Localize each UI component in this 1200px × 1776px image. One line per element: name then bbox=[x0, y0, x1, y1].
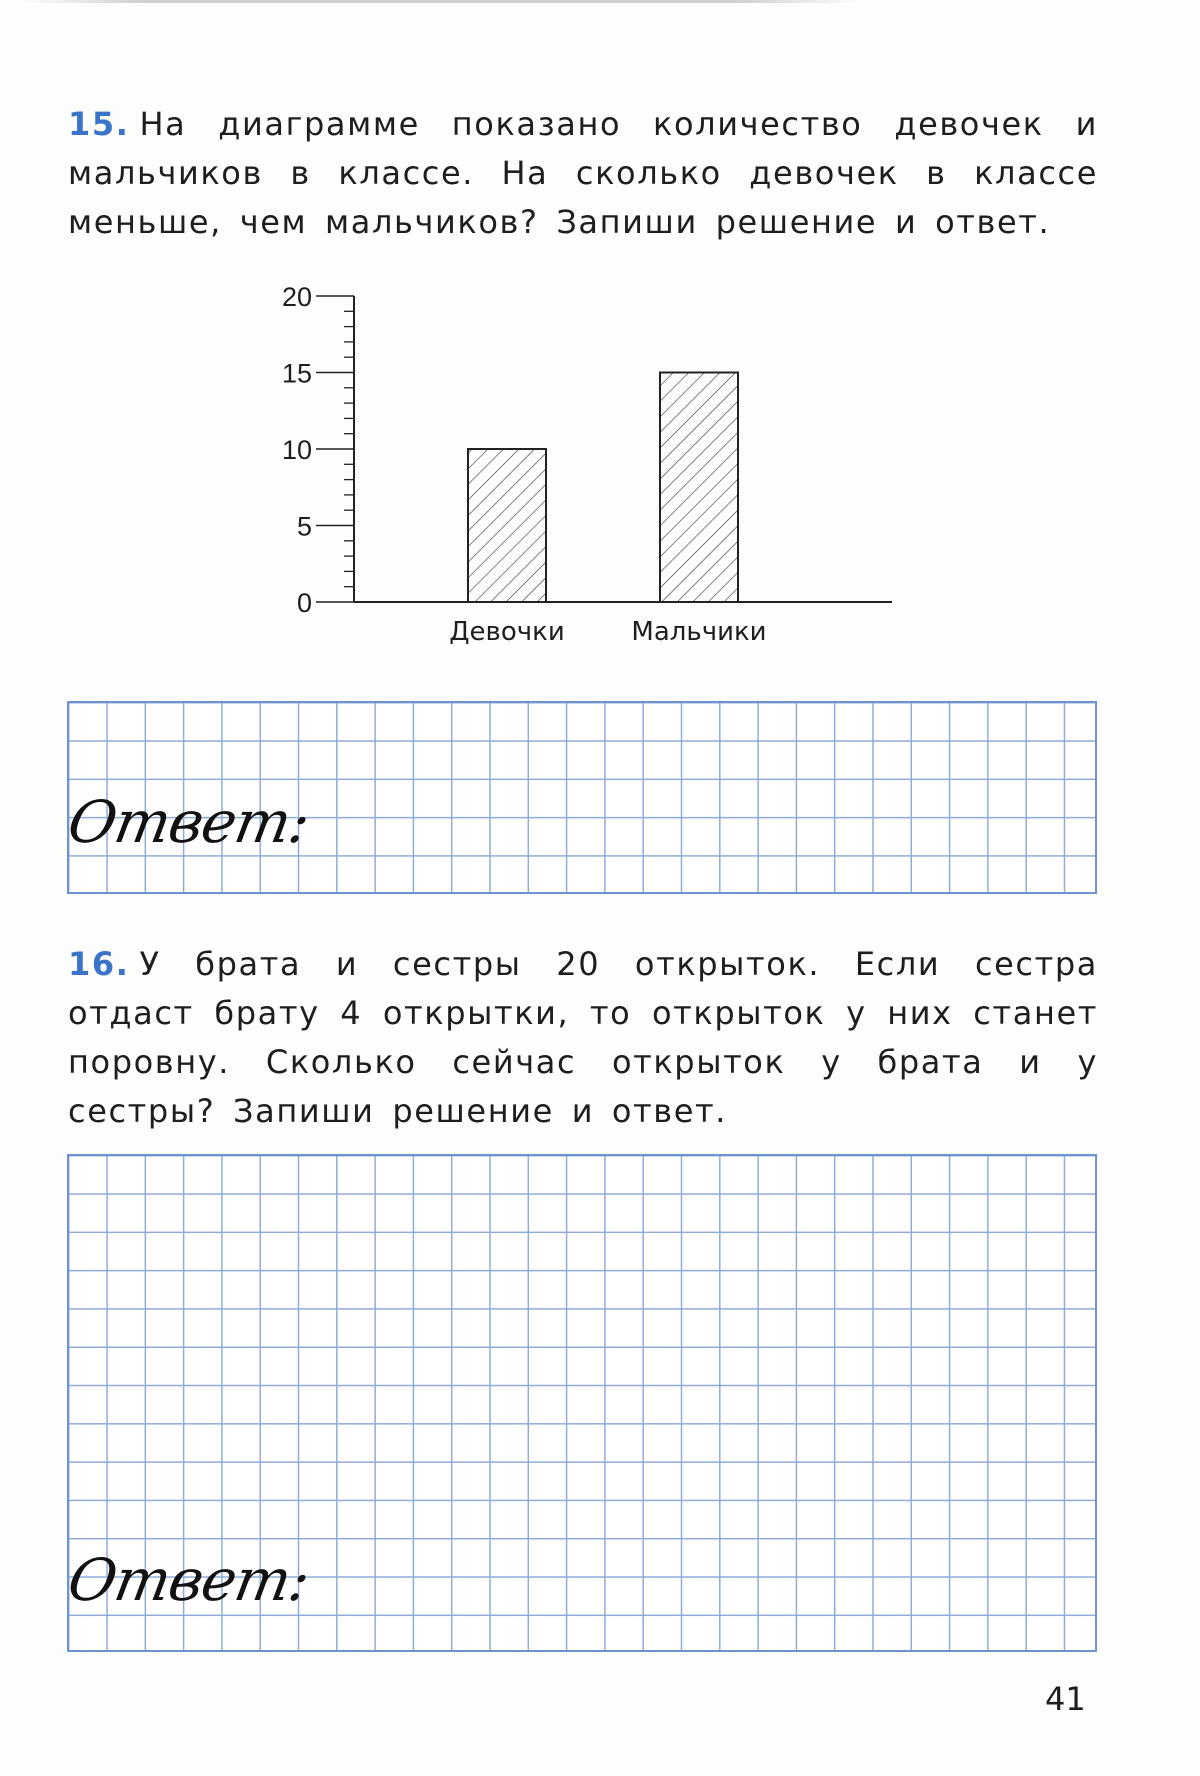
category-label: Девочки bbox=[449, 617, 565, 647]
y-tick-label: 15 bbox=[281, 358, 312, 389]
answer-grid-15[interactable] bbox=[63, 701, 1097, 894]
page-number: 41 bbox=[1045, 1680, 1086, 1718]
y-tick-label: 20 bbox=[281, 282, 312, 312]
y-tick-label: 5 bbox=[296, 511, 312, 542]
y-axis bbox=[282, 282, 354, 618]
answer-label-16: Ответ: bbox=[63, 1546, 315, 1614]
task-15-number: 15. bbox=[68, 105, 130, 143]
answer-label-15: Ответ: bbox=[63, 788, 315, 856]
task-16-text: У брата и сестры 20 открыток. Если сестра отдаст брату 4 открытки, то открыток у них станет поровну. Сколько сейчас открыток у брата и у сестры? Запиши решение и ответ. bbox=[68, 945, 1098, 1130]
bar-chart bbox=[262, 270, 902, 660]
y-tick-label: 0 bbox=[296, 588, 312, 618]
y-tick-label: 10 bbox=[281, 435, 312, 465]
task-16-number: 16. bbox=[68, 945, 130, 983]
bars bbox=[468, 373, 738, 603]
category-label: Мальчики bbox=[631, 617, 767, 647]
task-15-text: На диаграмме показано количество девочек и мальчиков в классе. На сколько девочек в классе меньше, чем мальчиков? Запиши решение и ответ. bbox=[68, 105, 1098, 241]
bar-1 bbox=[468, 449, 546, 602]
top-rule bbox=[20, 0, 860, 3]
bar-2 bbox=[660, 373, 738, 603]
answer-grid-16[interactable] bbox=[63, 1154, 1097, 1652]
task-15 bbox=[68, 100, 1098, 247]
task-16 bbox=[68, 940, 1098, 1136]
x-axis bbox=[354, 602, 892, 647]
